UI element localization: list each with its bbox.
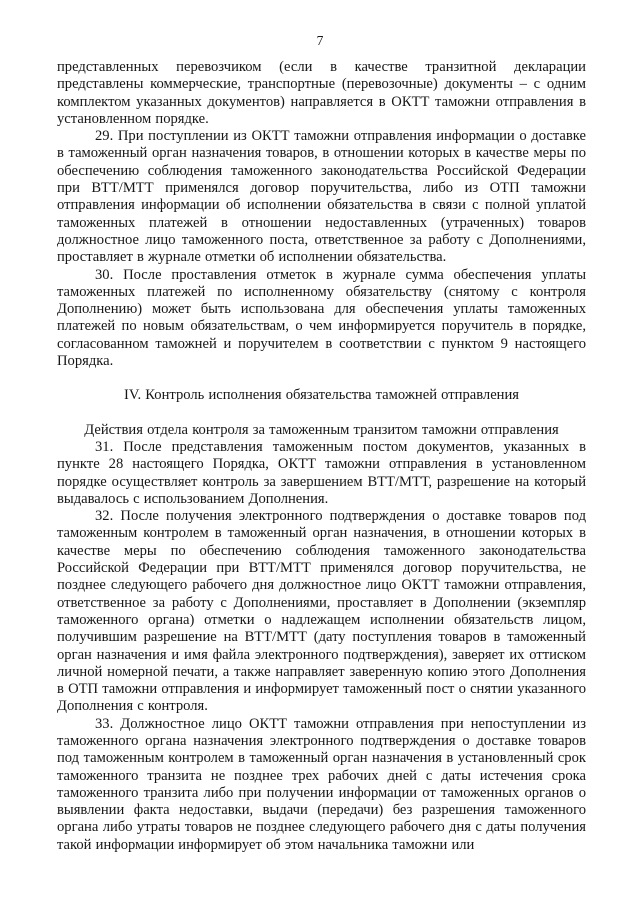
- document-content: [57, 59, 586, 854]
- paragraph-29: 29. При поступлении из ОКТТ таможни отправления информации о доставке в таможенный орган назначения товаров, в отношении которых в качестве меры по обеспечению соблюдения таможенного законодательства Российской Федерации при ВТТ/МТТ применялся договор поручительства, либо из ОТП таможни отправления информации об исполнении обязательства в связи с полной уплатой таможенных платежей в отношении недоставленных (утраченных) товаров должностное лицо таможенного поста, ответственное за работу с Дополнениями, проставляет в журнале отметки об исполнении обязательства.: [57, 128, 586, 266]
- paragraph-30: 30. После проставления отметок в журнале сумма обеспечения уплаты таможенных платежей по исполненному обязательству (снятому с контроля Дополнению) может быть использована для обеспечения уплаты таможенных платежей по новым обязательствам, о чем информируется поручитель в порядке, согласованном таможней и поручителем в соответствии с пунктом 9 настоящего Порядка.: [57, 266, 586, 370]
- paragraph-33: 33. Должностное лицо ОКТТ таможни отправления при непоступлении из таможенного органа назначения электронного подтверждения о доставке товаров под таможенным контролем в таможенный орган назначения в установленный срок таможенного транзита не позднее трех рабочих дней с даты истечения срока таможенного транзита либо при получении информации от таможенных органов о выявлении факта недоставки, выдачи (передачи) без разрешения таможенного органа либо утраты товаров не позднее следующего рабочего дня с даты получения такой информации информирует об этом начальника таможни или: [57, 715, 586, 853]
- paragraph-continuation: представленных перевозчиком (если в качестве транзитной декларации представлены коммерческие, транспортные (перевозочные) документы – с одним комплектом указанных документов) направляется в ОКТТ таможни отправления в установленном порядке.: [57, 59, 586, 127]
- page-number: 7: [316, 33, 324, 48]
- section-heading-iv: IV. Контроль исполнения обязательства таможней отправления: [123, 387, 520, 404]
- subheading-department-actions: Действия отдела контроля за таможенным транзитом таможни отправления: [84, 421, 559, 438]
- paragraph-31: 31. После представления таможенным постом документов, указанных в пункте 28 настоящего Порядка, ОКТТ таможни отправления в установленном порядке осуществляет контроль за завершением ВТТ/МТТ, разрешение на который выдавалось с использованием Дополнения.: [57, 438, 586, 507]
- paragraph-32: 32. После получения электронного подтверждения о доставке товаров под таможенным контролем в таможенный орган назначения, в отношении которых в качестве меры по обеспечению соблюдения таможенного законодательства Российской Федерации при ВТТ/МТТ применялся договор поручительства, не позднее следующего рабочего дня должностное лицо ОКТТ таможни отправления, ответственное за работу с Дополнениями, проставляет в Дополнении (экземпляр таможенного органа) отметки о надлежащем исполнении обязательств лицом, получившим разрешение на ВТТ/МТТ (дату поступления товаров в таможенный орган назначения и имя файла электронного подтверждения), заверяет их оттиском личной номерной печати, а также направляет заверенную копию этого Дополнения в ОТП таможни отправления и информирует таможенный пост о снятии указанного Дополнения с контроля.: [57, 508, 586, 715]
